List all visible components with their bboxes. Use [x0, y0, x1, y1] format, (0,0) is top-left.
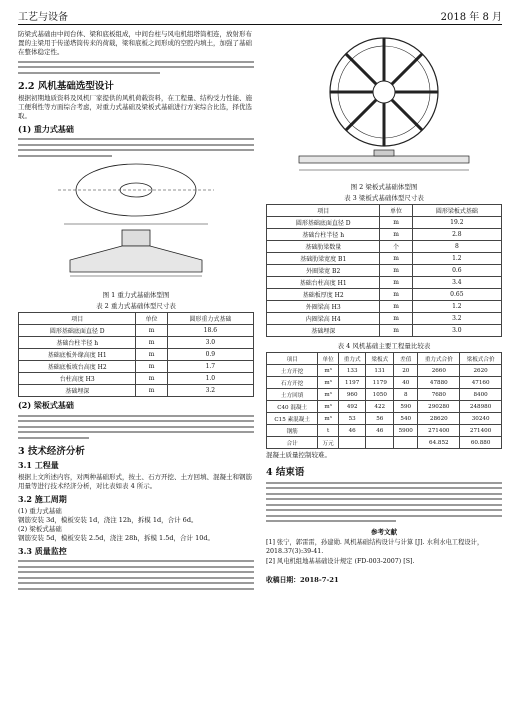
table-cell: m	[380, 277, 412, 289]
table-cell: m³	[318, 365, 339, 377]
table-cell: 基础台柱半径 h	[19, 337, 136, 349]
table-cell: 土方回填	[267, 389, 318, 401]
table-cell: 46	[338, 425, 366, 437]
beam-slab-schedule-label: (2) 梁板式基础	[18, 524, 62, 533]
table-cell: 3.0	[412, 325, 501, 337]
table-cell: 外圈梁宽 B2	[267, 265, 380, 277]
table-cell: 30240	[460, 413, 502, 425]
table-cell: 5900	[394, 425, 418, 437]
table-row	[19, 349, 254, 361]
table-cell: 基础肋梁宽度 B1	[267, 253, 380, 265]
rib-beam	[392, 100, 422, 130]
table-cell: 64.852	[418, 437, 460, 449]
table-cell: m	[380, 229, 412, 241]
table-cell: 2660	[418, 365, 460, 377]
table-cell: 1.2	[412, 253, 501, 265]
table-cell: 19.2	[412, 217, 501, 229]
table-cell: m³	[318, 401, 339, 413]
section-3-heading: 3 技术经济分析	[18, 445, 85, 457]
table-cell	[338, 437, 366, 449]
table-cell: m	[380, 289, 412, 301]
reference-item: [2] 风电机组地基基础设计规定 (FD-003-2007) [S].	[266, 558, 415, 565]
table-cell: 基础埋深	[19, 385, 136, 397]
table-4-header: 单位	[318, 353, 339, 365]
table-row	[19, 361, 254, 373]
issue-date: 2018 年 8 月	[440, 12, 502, 23]
table-row	[267, 217, 502, 229]
table-cell	[394, 437, 418, 449]
header-rule	[18, 24, 502, 25]
table-cell: m	[380, 325, 412, 337]
table-row	[267, 325, 502, 337]
table-cell: 台柱高度 H3	[19, 373, 136, 385]
table-3-caption: 表 3 梁板式基础体型尺寸表	[344, 194, 424, 202]
table-4-header: 梁板式	[366, 353, 394, 365]
gravity-foundation-paragraph	[18, 138, 254, 157]
table-cell: 0.6	[412, 265, 501, 277]
table-cell: 56	[366, 413, 394, 425]
rib-beam	[346, 54, 376, 84]
intro-paragraph: 防梁式基础由中间台体、梁和底板组成，中间台柱与风电机组塔筒相连，放射形布置的主梁用于传递塔筒传来的荷载，梁和底板之间形成的空腔内填土，加强了基础在整体稳定性。	[18, 30, 252, 56]
section-3-1-paragraph: 根据上文所述内容，对两种基础形式，按土、石方开挖、土方回填、混凝土和钢筋用量等进行技术经济分析，对比表如表 4 所示。	[18, 472, 252, 490]
table-cell: 1.2	[412, 301, 501, 313]
table-cell: 基础底板外缘高度 H1	[19, 349, 136, 361]
table-cell: 1.7	[167, 361, 253, 373]
table-row	[19, 337, 254, 349]
table-4	[266, 352, 502, 449]
table-cell: C15 素混凝土	[267, 413, 318, 425]
table-cell: 个	[380, 241, 412, 253]
journal-name: 工艺与设备	[18, 12, 68, 23]
table-cell: m	[136, 385, 167, 397]
figure-1-gravity-foundation	[36, 160, 236, 288]
table-cell: 基础底板坡台高度 H2	[19, 361, 136, 373]
table-cell: 248980	[460, 401, 502, 413]
table-cell: m	[136, 361, 167, 373]
table-cell: 1.0	[167, 373, 253, 385]
figure-2-caption: 图 2 梁板式基础体型图	[350, 183, 418, 191]
table-cell: 131	[366, 365, 394, 377]
table-cell: 590	[394, 401, 418, 413]
table-row	[267, 425, 502, 437]
table-2-caption: 表 2 重力式基础体型尺寸表	[96, 302, 176, 310]
table-cell: 960	[338, 389, 366, 401]
table-3-header: 项目	[267, 205, 380, 217]
table-4-header: 梁板式合价	[460, 353, 502, 365]
table-cell: 20	[394, 365, 418, 377]
table-cell: 万元	[318, 437, 339, 449]
table-cell: 2620	[460, 365, 502, 377]
section-2-2-heading: 2.2 风机基础选型设计	[18, 80, 114, 92]
intro-paragraph-continued	[18, 61, 254, 74]
table-row	[267, 253, 502, 265]
table-cell: m	[380, 217, 412, 229]
references-title: 参考文献	[371, 528, 397, 536]
table-cell: t	[318, 425, 339, 437]
table-cell: m	[380, 265, 412, 277]
table-cell: 合计	[267, 437, 318, 449]
table-cell: m	[380, 301, 412, 313]
table-cell: 53	[338, 413, 366, 425]
table-cell: 基础埋深	[267, 325, 380, 337]
table-4-caption: 表 4 风机基础主要工程量比较表	[337, 342, 431, 350]
table-row	[19, 325, 254, 337]
table-cell	[366, 437, 394, 449]
table-cell: 271400	[460, 425, 502, 437]
table-cell: 基础肋梁数量	[267, 241, 380, 253]
table-cell: 外圈梁高 H3	[267, 301, 380, 313]
table-cell: 圆形基础底面直径 D	[267, 217, 380, 229]
table-cell: 3.2	[167, 385, 253, 397]
table-cell: 133	[338, 365, 366, 377]
table-cell: 290280	[418, 401, 460, 413]
table-4-header: 重力式合价	[418, 353, 460, 365]
table-row	[267, 401, 502, 413]
table-row	[267, 413, 502, 425]
table-4-header: 重力式	[338, 353, 366, 365]
figure-1-caption: 图 1 重力式基础体型图	[102, 291, 170, 299]
table-row	[19, 385, 254, 397]
table-4-header: 差值	[394, 353, 418, 365]
table-cell: 18.6	[167, 325, 253, 337]
table-cell: 47160	[460, 377, 502, 389]
section-3-1-heading: 3.1 工程量	[18, 459, 59, 470]
table-2-header: 项目	[19, 313, 136, 325]
table-cell: m³	[318, 389, 339, 401]
table-cell: 28620	[418, 413, 460, 425]
table-cell: 基础台柱半径 h	[267, 229, 380, 241]
table-cell: 石方开挖	[267, 377, 318, 389]
table-cell: 圆形基础底面直径 D	[19, 325, 136, 337]
table-cell: m³	[318, 377, 339, 389]
table-cell: 8	[412, 241, 501, 253]
beam-slab-schedule-text: 钢筋安装 5d，模板安装 2.5d，浇注 28h，拆模 1.5d，合计 10d。	[18, 533, 215, 542]
table-cell: 基础台柱高度 H1	[267, 277, 380, 289]
right-column	[266, 30, 502, 584]
table-row	[267, 241, 502, 253]
table-cell: 0.9	[167, 349, 253, 361]
table-cell: 422	[366, 401, 394, 413]
figure-2-beam-slab-foundation	[279, 30, 489, 180]
gravity-schedule-label: (1) 重力式基础	[18, 506, 62, 515]
table-row	[19, 373, 254, 385]
table-cell: C40 混凝土	[267, 401, 318, 413]
table-3	[266, 204, 502, 337]
table-cell: 46	[366, 425, 394, 437]
table-cell: 3.0	[167, 337, 253, 349]
table-cell: 1050	[366, 389, 394, 401]
section-3-3-heading: 3.3 质量监控	[18, 545, 67, 556]
reference-item: [1] 张宁，郭雷雷，孙建勋. 风机基础结构设计与计算 [J]. 水利水电工程设计，2018.37(3):39-41.	[266, 539, 484, 555]
left-column	[18, 30, 254, 593]
table-row	[267, 437, 502, 449]
table-row	[267, 277, 502, 289]
table-cell: 土方开挖	[267, 365, 318, 377]
table-2	[18, 312, 254, 397]
table-row	[267, 313, 502, 325]
table-row	[267, 301, 502, 313]
table-cell: 47880	[418, 377, 460, 389]
table-cell: 1179	[366, 377, 394, 389]
rib-beam	[346, 100, 376, 130]
table-cell: m	[380, 253, 412, 265]
table-4-header: 项目	[267, 353, 318, 365]
table-row	[267, 365, 502, 377]
page-header	[18, 8, 502, 22]
conclusion-paragraph	[266, 482, 502, 523]
gravity-schedule-text: 钢筋安装 3d，模板安装 1d，浇注 12h，拆模 1d，合计 6d。	[18, 515, 198, 524]
table-cell: 7680	[418, 389, 460, 401]
section-3-3-paragraph	[18, 560, 254, 590]
table-cell: 2.8	[412, 229, 501, 241]
table-cell: 0.65	[412, 289, 501, 301]
table-cell: m	[136, 325, 167, 337]
table-row	[267, 265, 502, 277]
section-2-2-paragraph: 根据初期地质资料及风机厂家提供的风机荷载资料，在工程量、结构受力性能、施工便利性等方面综合考虑，对重力式基础及梁板式基础进行方案综合比选，择优选取。	[18, 93, 252, 120]
table-row	[267, 289, 502, 301]
table-cell: m	[136, 373, 167, 385]
table-cell: m	[136, 337, 167, 349]
table-cell: 8	[394, 389, 418, 401]
table-cell: m	[380, 313, 412, 325]
table-cell: 271400	[418, 425, 460, 437]
table-cell: 3.2	[412, 313, 501, 325]
section-3-2-heading: 3.2 施工周期	[18, 493, 67, 504]
table-row	[267, 389, 502, 401]
beam-slab-foundation-paragraph	[18, 415, 254, 439]
table-2-header: 圆形重力式基础	[167, 313, 253, 325]
gravity-foundation-heading: (1) 重力式基础	[18, 123, 74, 134]
rib-beam	[392, 54, 422, 84]
table-3-header: 单位	[380, 205, 412, 217]
table-cell: m	[136, 349, 167, 361]
section-4-heading: 4 结束语	[266, 467, 305, 478]
table-cell: m³	[318, 413, 339, 425]
table-2-header: 单位	[136, 313, 167, 325]
table-row	[267, 377, 502, 389]
table-cell: 3.4	[412, 277, 501, 289]
table-cell: 内圈梁高 H4	[267, 313, 380, 325]
table-cell: 钢筋	[267, 425, 318, 437]
table-4-followup-text: 混凝土质量控制较难。	[266, 451, 331, 459]
beam-slab-foundation-heading: (2) 梁板式基础	[18, 400, 74, 410]
table-row	[267, 229, 502, 241]
table-cell: 8400	[460, 389, 502, 401]
table-cell: 492	[338, 401, 366, 413]
table-3-header: 圆形梁板式基础	[412, 205, 501, 217]
table-cell: 1197	[338, 377, 366, 389]
table-cell: 40	[394, 377, 418, 389]
table-cell: 基础板厚度 H2	[267, 289, 380, 301]
table-cell: 60.880	[460, 437, 502, 449]
references-list	[266, 538, 502, 566]
table-cell: 540	[394, 413, 418, 425]
received-date: 收稿日期：2018-7-21	[266, 576, 339, 584]
